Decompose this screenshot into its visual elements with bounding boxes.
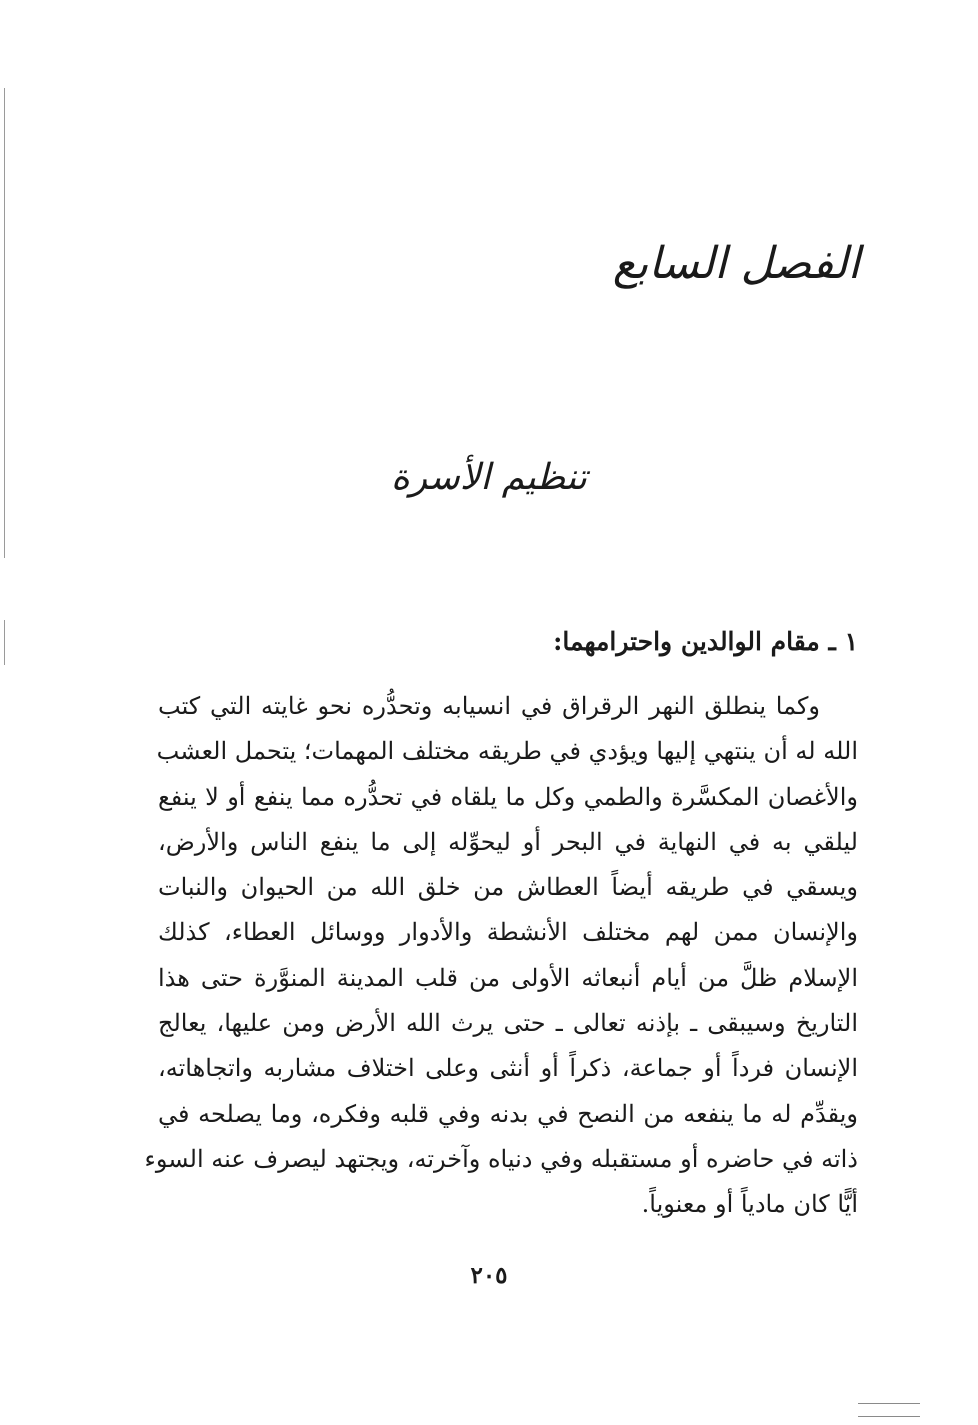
paragraph-line: أيًّا كان مادياً أو معنوياً. [641, 1190, 858, 1219]
paragraph-line: ذاته في حاضره أو مستقبله وفي دنياه وآخرته، ويجتهد ليصرف عنه السوء [144, 1144, 858, 1173]
paragraph-line: والأغصان المكسَّرة والطمي وكل ما يلقاه في تحدُّره مما ينفع أو لا ينفع [158, 782, 858, 811]
paragraph-line: والإنسان ممن لهم مختلف الأنشطة والأدوار ووسائل العطاء، كذلك [158, 918, 858, 947]
paragraph-line: الإسلام ظلَّ من أيام أنبعاثه الأولى من قلب المدينة المنوَّرة حتى هذا [158, 963, 858, 992]
paragraph-line: ويسقي في طريقه أيضاً العطاش من خلق الله من الحيوان والنبات [158, 873, 858, 902]
chapter-title: الفصل السابع [612, 238, 860, 289]
body-paragraph [144, 684, 858, 1228]
paragraph-line: الإنسان فرداً أو جماعة، ذكراً أو أنثى وعلى اختلاف مشاربه واتجاهاته، [158, 1054, 858, 1083]
scan-edge-line [858, 1403, 920, 1404]
subheading: ١ ـ مقام الوالدين واحترامهما: [553, 627, 858, 656]
paragraph-line: وكما ينطلق النهر الرقراق في انسيابه وتحدُّره نحو غايته التي كتب [158, 692, 820, 720]
paragraph-line: التاريخ وسيبقى ـ بإذنه تعالى ـ حتى يرث الله الأرض ومن عليها، يعالج [158, 1009, 858, 1038]
paragraph-line: الله له أن ينتهي إليها ويؤدي في طريقه مختلف المهمات؛ يتحمل العشب [156, 737, 858, 766]
paragraph-line: ليلقي به في النهاية في البحر أو ليحوِّله إلى ما ينفع الناس والأرض، [158, 827, 858, 856]
section-title: تنظيم الأسرة [390, 457, 588, 498]
scan-edge-line [4, 620, 5, 665]
scan-edge-line [858, 1416, 920, 1417]
page-number: ٢٠٥ [470, 1262, 508, 1289]
paragraph-line: ويقدِّم له ما ينفعه من النصح في بدنه وفي قلبه وفكره، وما يصلحه في [158, 1099, 858, 1128]
